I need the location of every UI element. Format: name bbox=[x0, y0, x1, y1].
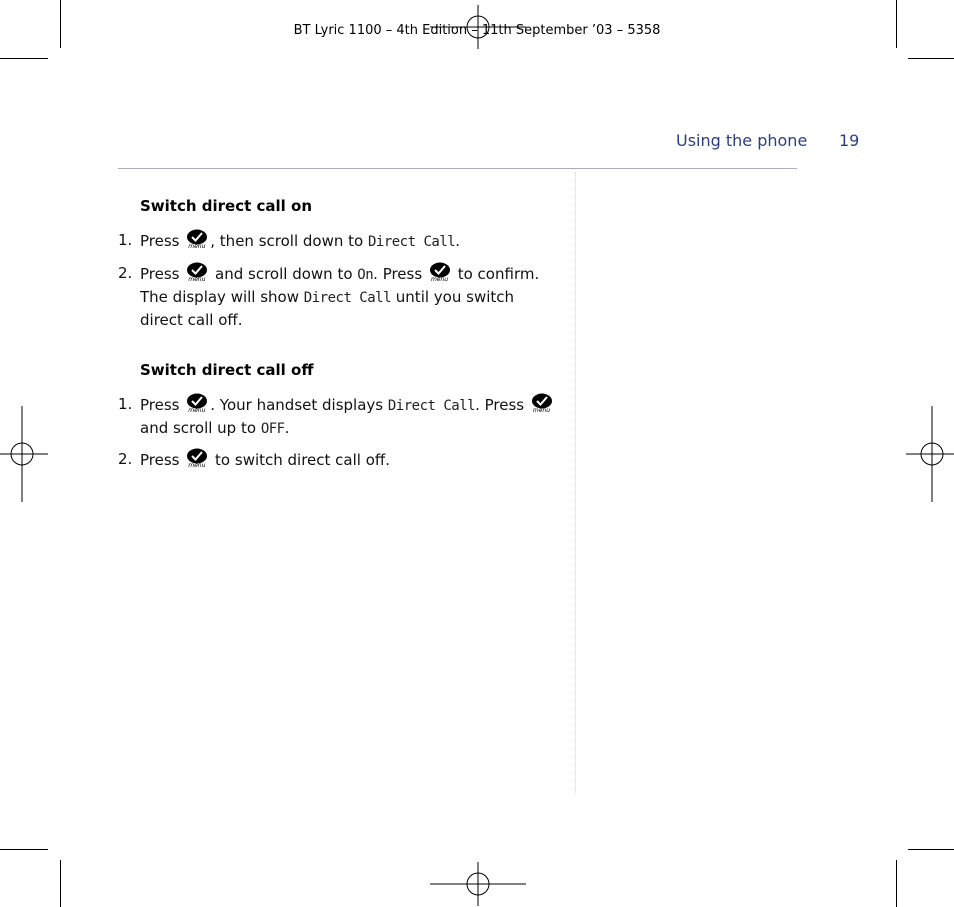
menu-checkmark-icon: menu bbox=[186, 448, 208, 470]
list-item-off-1: 1. Press menu . Your handset displays Direct Call. Press menu and scroll up to OFF. bbox=[118, 393, 558, 437]
menu-checkmark-icon: menu bbox=[429, 262, 451, 284]
crop-mark bbox=[60, 860, 61, 907]
step-number: 2. bbox=[118, 264, 133, 282]
lcd-text: OFF bbox=[260, 421, 285, 437]
lcd-text: Direct Call bbox=[367, 234, 456, 250]
crop-mark bbox=[908, 58, 954, 59]
menu-checkmark-icon: menu bbox=[186, 262, 208, 284]
crop-mark bbox=[0, 849, 48, 850]
heading-switch-off: Switch direct call off bbox=[140, 361, 314, 379]
list-item-on-2: 2. Press menu and scroll down to On. Press menu to confirm. The display will show Direct Call until you switch direct call off. bbox=[118, 264, 540, 329]
step-number: 2. bbox=[118, 450, 133, 468]
column-separator bbox=[575, 172, 576, 794]
crop-mark bbox=[896, 860, 897, 907]
lcd-text: Direct Call bbox=[303, 290, 392, 306]
registration-mark-bottom bbox=[430, 862, 526, 906]
step-number: 1. bbox=[118, 395, 133, 413]
menu-checkmark-icon: menu bbox=[531, 393, 553, 415]
list-item-on-1: 1. Press menu , then scroll down to Direct Call. bbox=[118, 231, 460, 250]
registration-mark-left bbox=[0, 406, 48, 502]
heading-switch-on: Switch direct call on bbox=[140, 197, 313, 215]
lcd-text: Direct Call bbox=[387, 398, 476, 414]
list-item-off-2: 2. Press menu to switch direct call off. bbox=[118, 450, 391, 469]
crop-mark bbox=[908, 849, 954, 850]
print-slug: BT Lyric 1100 – 4th Edition – 11th September ’03 – 5358 bbox=[293, 23, 661, 38]
registration-mark-right bbox=[906, 406, 954, 502]
lcd-text: On bbox=[357, 267, 374, 283]
menu-checkmark-icon: menu bbox=[186, 393, 208, 415]
page-number: 19 bbox=[839, 131, 860, 150]
step-number: 1. bbox=[118, 231, 133, 249]
crop-mark bbox=[0, 58, 48, 59]
header-rule bbox=[118, 168, 797, 169]
section-title: Using the phone bbox=[676, 131, 808, 150]
menu-checkmark-icon: menu bbox=[186, 229, 208, 251]
